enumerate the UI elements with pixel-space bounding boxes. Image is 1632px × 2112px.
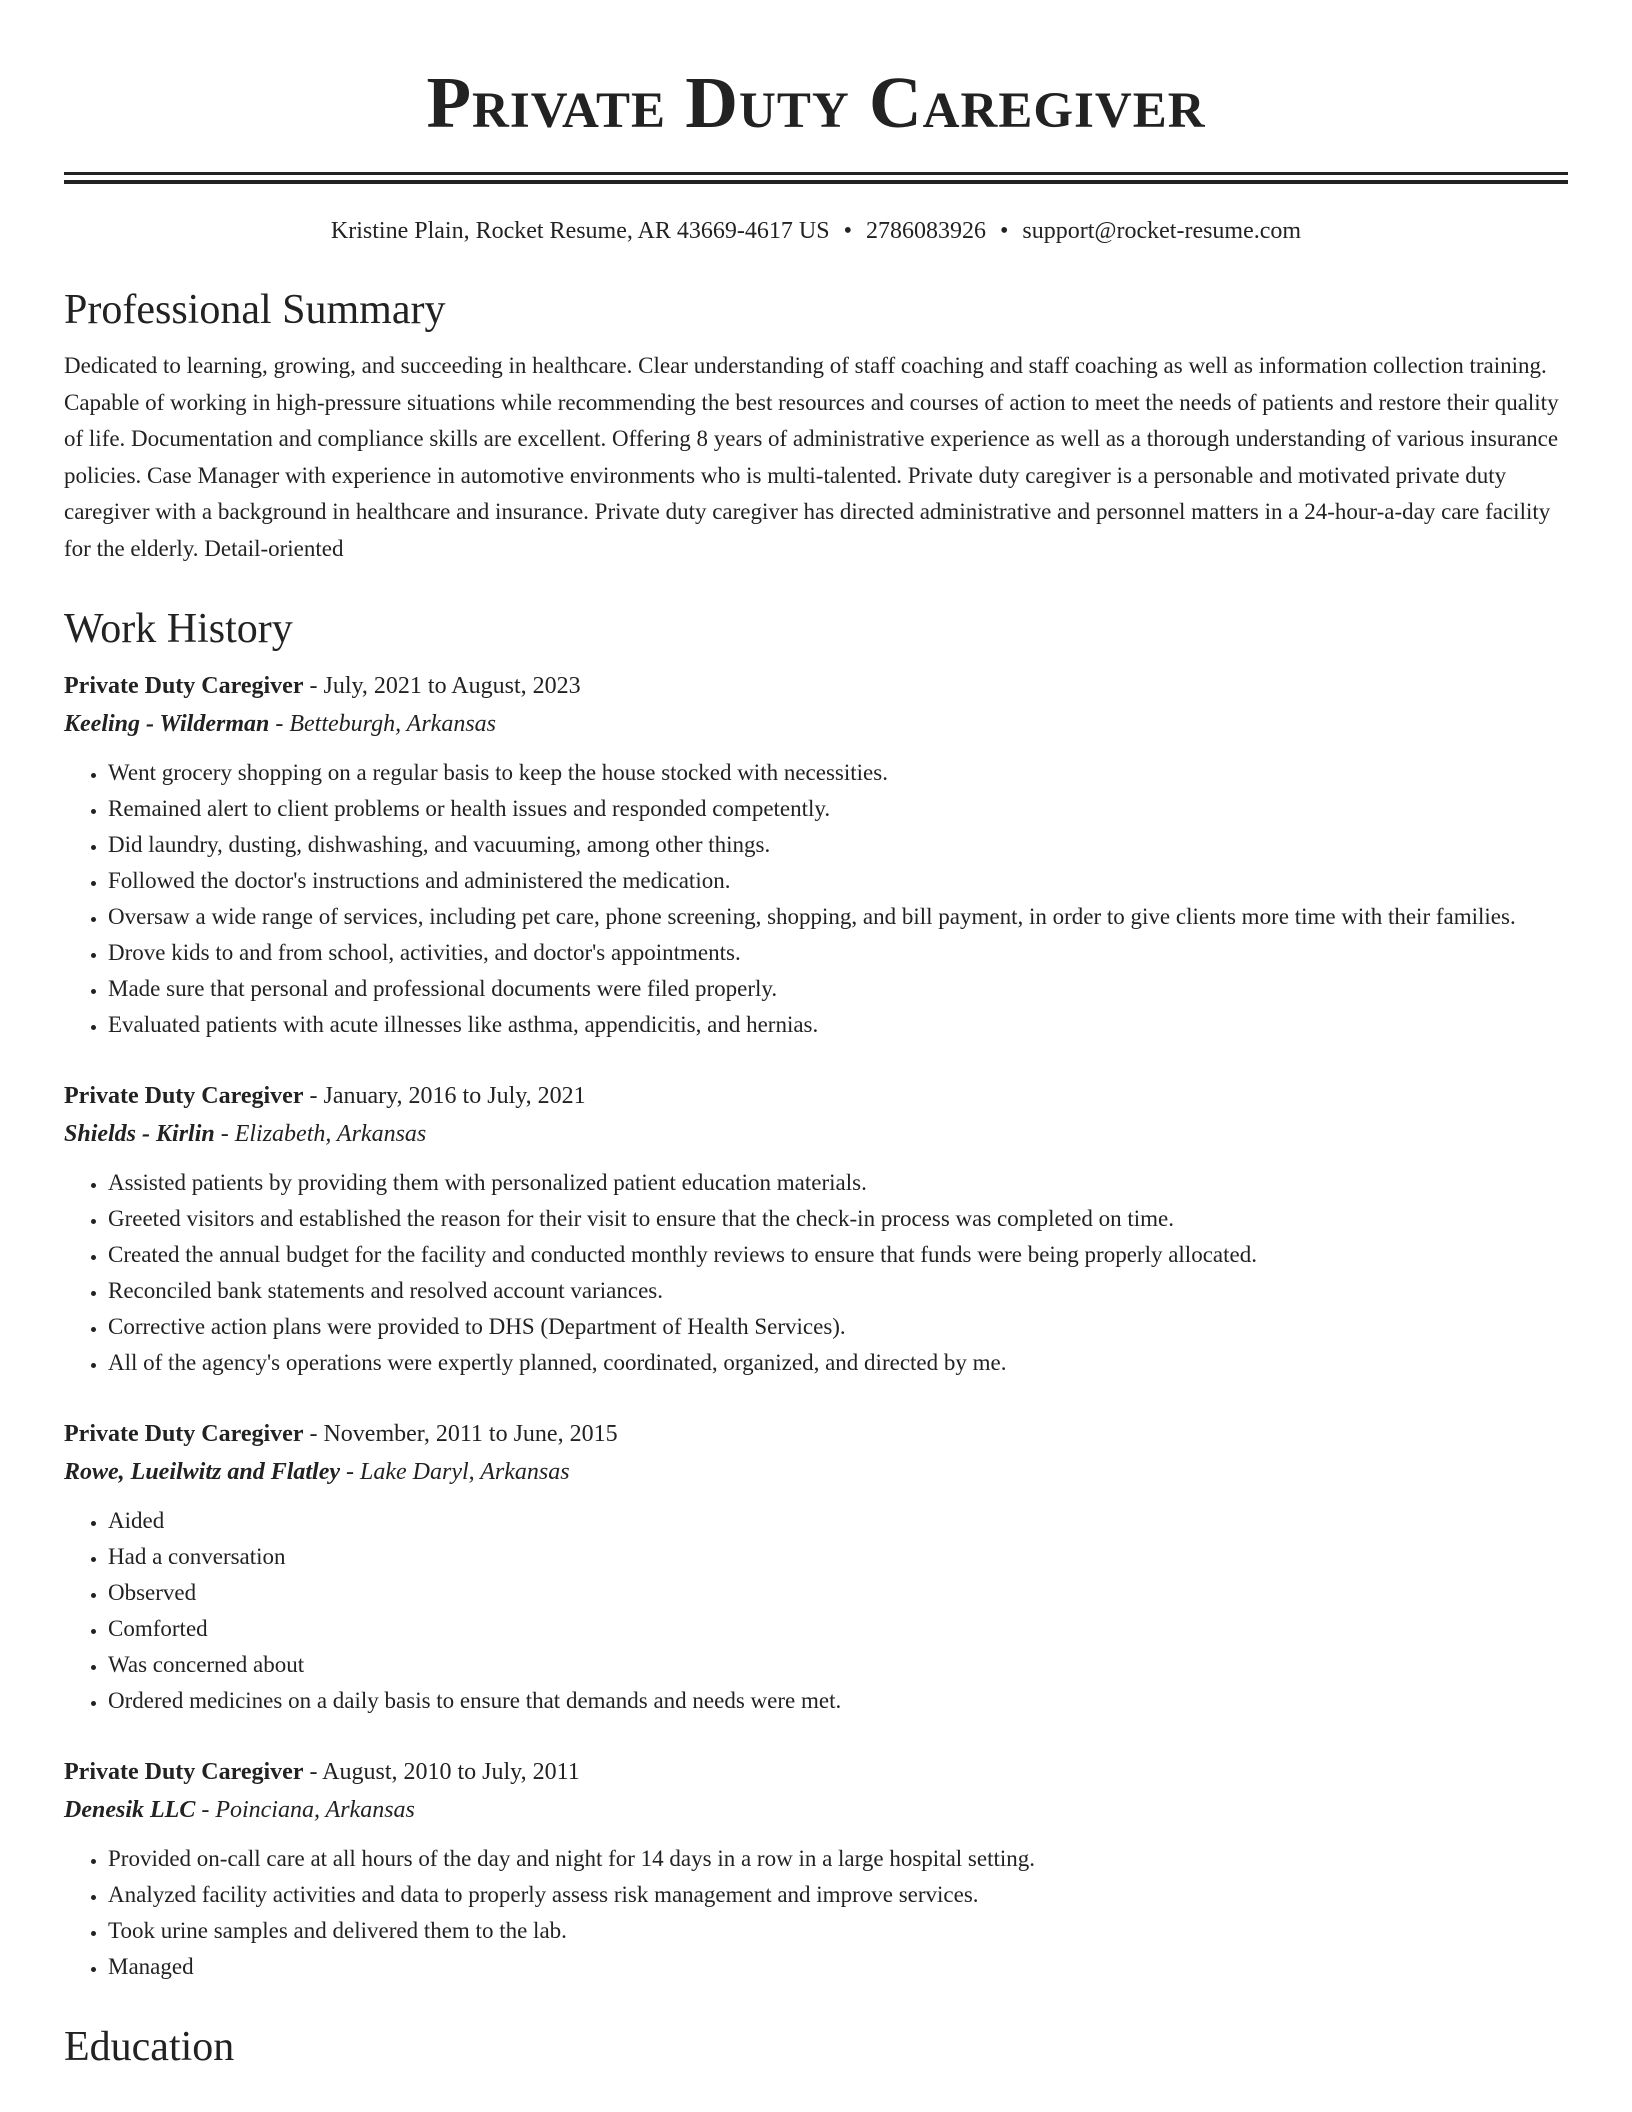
list-item: • Created the annual budget for the facility and conducted monthly reviews to ensure that funds were being properly allocated. bbox=[108, 1237, 1568, 1273]
job-employer bbox=[64, 1115, 1568, 1153]
job-duties-list bbox=[64, 1841, 1568, 1985]
list-item: • Made sure that personal and professional documents were filed properly. bbox=[108, 971, 1568, 1007]
job-header bbox=[64, 1753, 1568, 1791]
list-item: • Was concerned about bbox=[108, 1647, 1568, 1683]
list-item: • Took urine samples and delivered them to the lab. bbox=[108, 1913, 1568, 1949]
job-role: Private Duty Caregiver bbox=[64, 1421, 304, 1447]
job-entry bbox=[64, 1753, 1568, 1985]
job-dates: - July, 2021 to August, 2023 bbox=[303, 673, 581, 699]
list-item: • Aided bbox=[108, 1503, 1568, 1539]
list-item: • Reconciled bank statements and resolved account variances. bbox=[108, 1273, 1568, 1309]
job-company: Rowe, Lueilwitz and Flatley bbox=[64, 1459, 341, 1485]
job-entry bbox=[64, 1077, 1568, 1381]
job-dates: - August, 2010 to July, 2011 bbox=[303, 1759, 580, 1785]
page-title: Private Duty Caregiver bbox=[426, 62, 1206, 143]
list-item: • Drove kids to and from school, activities, and doctor's appointments. bbox=[108, 935, 1568, 971]
job-employer bbox=[64, 705, 1568, 743]
job-role: Private Duty Caregiver bbox=[64, 1083, 304, 1109]
list-item: • Did laundry, dusting, dishwashing, and vacuuming, among other things. bbox=[108, 827, 1568, 863]
job-employer bbox=[64, 1453, 1568, 1491]
list-item: • Had a conversation bbox=[108, 1539, 1568, 1575]
list-item: • Provided on-call care at all hours of the day and night for 14 days in a row in a large hospital setting. bbox=[108, 1841, 1568, 1877]
job-header bbox=[64, 1077, 1568, 1115]
contact-separator: • bbox=[999, 218, 1009, 244]
job-duties-list bbox=[64, 1503, 1568, 1719]
list-item: • Ordered medicines on a daily basis to ensure that demands and needs were met. bbox=[108, 1683, 1568, 1719]
job-entry bbox=[64, 667, 1568, 1043]
job-employer bbox=[64, 1791, 1568, 1829]
work-history-heading: Work History bbox=[64, 606, 293, 652]
job-company: Shields - Kirlin bbox=[64, 1121, 215, 1147]
summary-text: Dedicated to learning, growing, and succeeding in healthcare. Clear understanding of staff coaching and staff coaching as well as information collection training. Capable of working in high-pressure situations while recommending the best resources and courses of action to meet the needs of patients and restore their quality of life. Documentation and compliance skills are excellent. Offering 8 years of administrative experience as well as a thorough understanding of various insurance policies. Case Manager with experience in automotive environments who is multi-talented. Private duty caregiver is a personable and motivated private duty caregiver with a background in healthcare and insurance. Private duty caregiver has directed administrative and personnel matters in a 24-hour-a-day care facility for the elderly. Detail-oriented bbox=[64, 353, 1559, 561]
job-location: - Poinciana, Arkansas bbox=[195, 1797, 415, 1823]
list-item: • Corrective action plans were provided to DHS (Department of Health Services). bbox=[108, 1309, 1568, 1345]
list-item: • Analyzed facility activities and data to properly assess risk management and improve services. bbox=[108, 1877, 1568, 1913]
list-item: • Evaluated patients with acute illnesses like asthma, appendicitis, and hernias. bbox=[108, 1007, 1568, 1043]
job-location: - Lake Daryl, Arkansas bbox=[340, 1459, 570, 1485]
job-location: - Elizabeth, Arkansas bbox=[214, 1121, 427, 1147]
job-role: Private Duty Caregiver bbox=[64, 673, 304, 699]
contact-email[interactable]: support@rocket-resume.com bbox=[1022, 218, 1302, 244]
contact-line bbox=[64, 214, 1568, 248]
job-entry bbox=[64, 1415, 1568, 1719]
list-item: • All of the agency's operations were expertly planned, coordinated, organized, and directed by me. bbox=[108, 1345, 1568, 1381]
title-divider bbox=[64, 172, 1568, 184]
list-item: • Observed bbox=[108, 1575, 1568, 1611]
list-item: • Managed bbox=[108, 1949, 1568, 1985]
contact-separator: • bbox=[843, 218, 852, 244]
education-heading: Education bbox=[64, 2024, 235, 2070]
list-item: • Greeted visitors and established the reason for their visit to ensure that the check-in process was completed on time. bbox=[108, 1201, 1568, 1237]
job-duties-list bbox=[64, 755, 1568, 1043]
list-item: • Followed the doctor's instructions and administered the medication. bbox=[108, 863, 1568, 899]
job-location: - Betteburgh, Arkansas bbox=[269, 711, 496, 737]
job-header bbox=[64, 1415, 1568, 1453]
list-item: • Oversaw a wide range of services, including pet care, phone screening, shopping, and bill payment, in order to give clients more time with their families. bbox=[108, 899, 1568, 935]
job-duties-list bbox=[64, 1165, 1568, 1381]
job-dates: - November, 2011 to June, 2015 bbox=[303, 1421, 618, 1447]
job-company: Keeling - Wilderman bbox=[64, 711, 270, 737]
list-item: • Remained alert to client problems or health issues and responded competently. bbox=[108, 791, 1568, 827]
job-header bbox=[64, 667, 1568, 705]
work-history-list bbox=[64, 667, 1568, 1985]
list-item: • Went grocery shopping on a regular basis to keep the house stocked with necessities. bbox=[108, 755, 1568, 791]
list-item: • Assisted patients by providing them with personalized patient education materials. bbox=[108, 1165, 1568, 1201]
contact-phone: 2786083926 bbox=[865, 218, 986, 244]
job-role: Private Duty Caregiver bbox=[64, 1759, 304, 1785]
job-company: Denesik LLC bbox=[64, 1797, 196, 1823]
summary-heading: Professional Summary bbox=[64, 287, 446, 333]
job-dates: - January, 2016 to July, 2021 bbox=[303, 1083, 586, 1109]
contact-address: Kristine Plain, Rocket Resume, AR 43669-4617 US bbox=[330, 218, 830, 244]
list-item: • Comforted bbox=[108, 1611, 1568, 1647]
